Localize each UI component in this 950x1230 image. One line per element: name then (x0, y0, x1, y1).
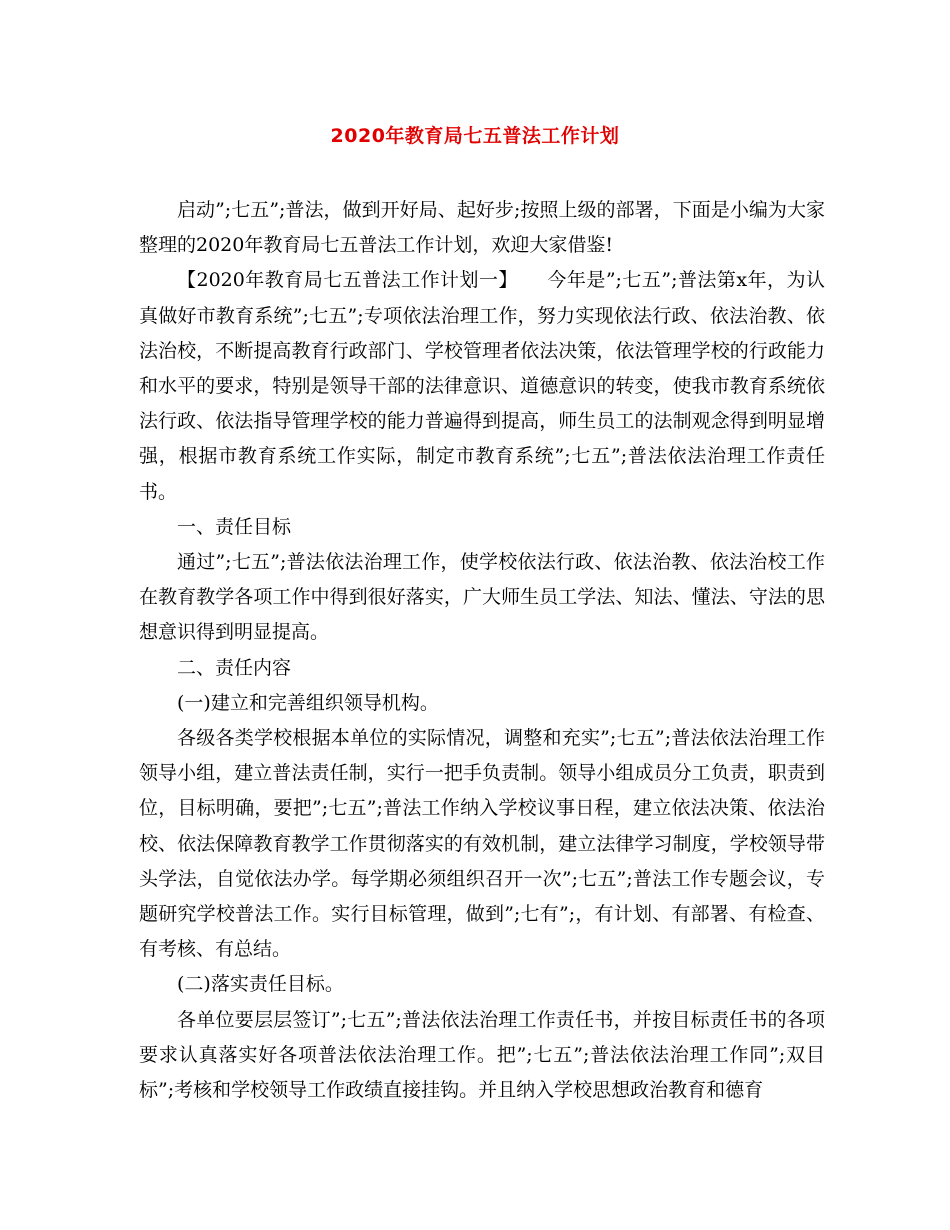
paragraph-implementation: 各单位要层层签订”;七五”;普法依法治理工作责任书，并按目标责任书的各项要求认真落实好各项普法依法治理工作。把”;七五”;普法依法治理工作同”;双目标”;考核和学校领导工作政绩直接挂钩。并且纳入学校思想政治教育和德育 (139, 1008, 825, 1102)
subheading-organization: (一)建立和完善组织领导机构。 (177, 691, 439, 714)
heading-responsibility-goal: 一、责任目标 (177, 515, 292, 538)
document-body (139, 193, 825, 1108)
subheading-implementation: (二)落实责任目标。 (177, 973, 344, 996)
paragraph-plan-one: 【2020年教育局七五普法工作计划一】 今年是”;七五”;普法第x年，为认真做好市教育系统”;七五”;专项依法治理工作，努力实现依法行政、依法治教、依法治校，不断提高教育行政部门、学校管理者依法决策，依法管理学校的行政能力和水平的要求，特别是领导干部的法律意识、道德意识的转变，使我市教育系统依法行政、依法指导管理学校的能力普遍得到提高，师生员工的法制观念得到明显增强，根据市教育系统工作实际，制定市教育系统”;七五”;普法依法治理工作责任书。 (139, 269, 825, 503)
paragraph-organization: 各级各类学校根据本单位的实际情况，调整和充实”;七五”;普法依法治理工作领导小组，建立普法责任制，实行一把手负责制。领导小组成员分工负责，职责到位，目标明确，要把”;七五”;普法工作纳入学校议事日程，建立依法决策、依法治校、依法保障教育教学工作贯彻落实的有效机制，建立法律学习制度，学校领导带头学法，自觉依法办学。每学期必须组织召开一次”;七五”;普法工作专题会议，专题研究学校普法工作。实行目标管理，做到”;七有”;，有计划、有部署、有检查、有考核、有总结。 (139, 727, 825, 961)
document-title: 2020年教育局七五普法工作计划 (330, 125, 620, 147)
paragraph-intro: 启动”;七五”;普法，做到开好局、起好步;按照上级的部署，下面是小编为大家整理的2020年教育局七五普法工作计划，欢迎大家借鉴! (139, 199, 825, 257)
paragraph-goal: 通过”;七五”;普法依法治理工作，使学校依法行政、依法治教、依法治校工作在教育教学各项工作中得到很好落实，广大师生员工学法、知法、懂法、守法的思想意识得到明显提高。 (139, 551, 825, 644)
heading-responsibility-content: 二、责任内容 (177, 656, 292, 679)
